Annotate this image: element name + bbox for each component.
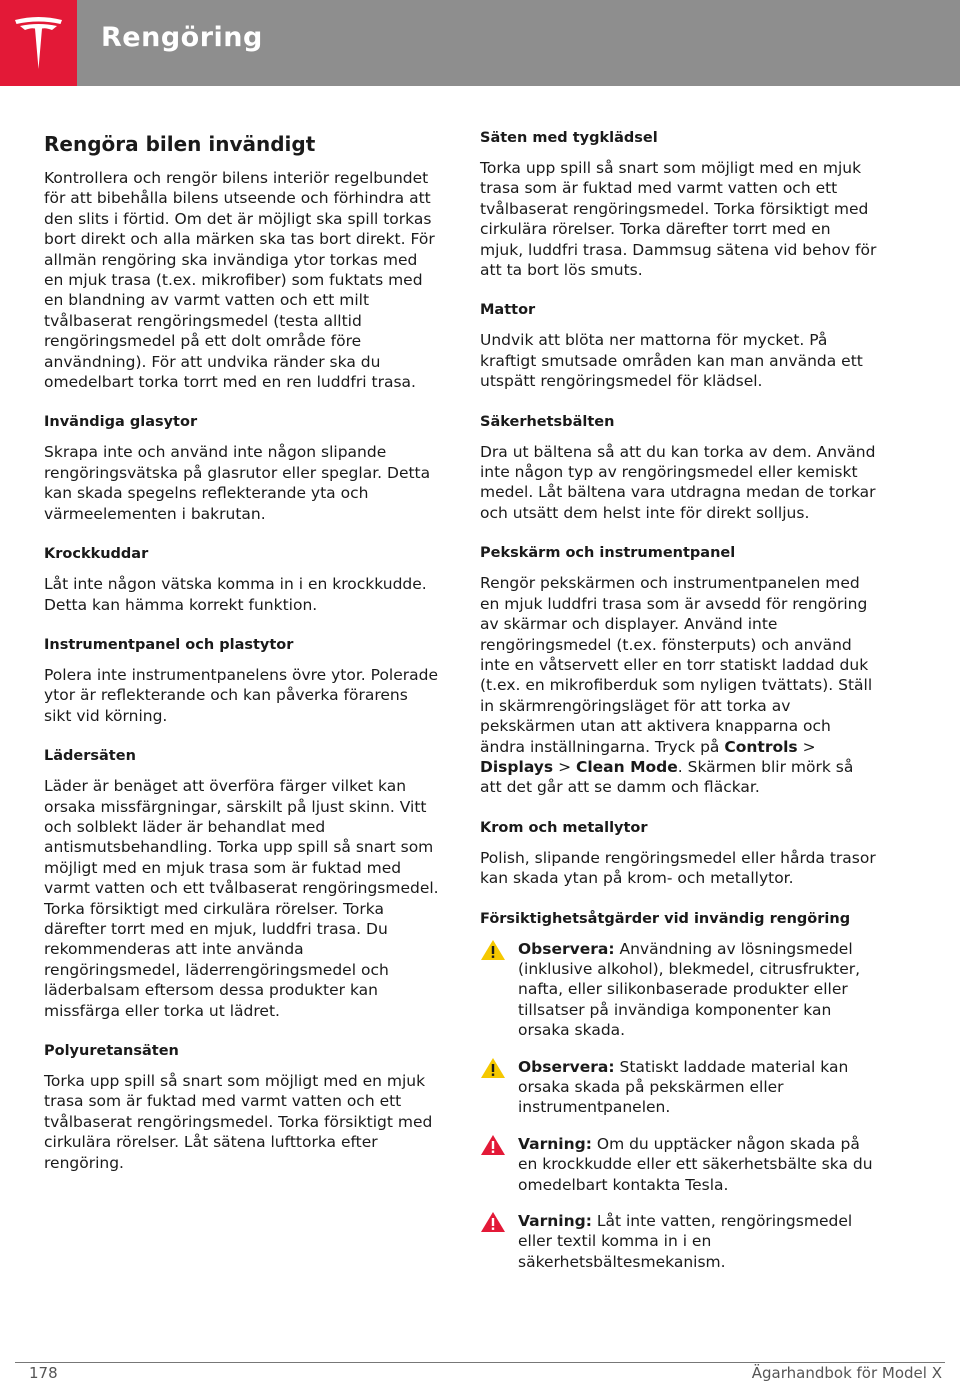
subsection-heading: Krom och metallytor	[480, 819, 648, 836]
caution-note: Observera: Statiskt laddade material kan orsaka skada på pekskärmen eller instrumentpanelen.	[480, 1057, 878, 1118]
clean-mode-label: Clean Mode	[575, 757, 678, 776]
warning-note: Varning: Låt inte vatten, rengöringsmedel eller textil komma in i en säkerhetsbältesmekanism.	[480, 1211, 878, 1272]
controls-menu-label: Controls	[724, 737, 798, 756]
left-column	[44, 130, 439, 1193]
page-title: Rengöring	[101, 22, 263, 53]
right-column	[480, 128, 878, 1288]
subsection-heading: Lädersäten	[44, 748, 136, 765]
subsection-heading: Invändiga glasytor	[44, 414, 198, 431]
screen-cleaning-text: Rengör pekskärmen och instrumentpanelen med en mjuk luddfri trasa som är avsedd för rengöring av skärmar och displayer. Använd inte rengöringsmedel (t.ex. fönsterputs) och använd inte en våtservett eller en torr statiskt laddad duk (t.ex. en mikrofiberduk som nyligen tvättats). Ställ in skärmrengöringsläget för att torka av pekskärmen utan att aktivera knapparna och ändra inställningarna. Tryck på Controls > Displays > Clean Mode. Skärmen blir mörk så att det går att se damm och fläckar.	[480, 574, 873, 797]
header-bar	[0, 0, 960, 86]
subsection-text: Skrapa inte och använd inte någon slipande rengöringsvätska på glasrutor eller speglar. Detta kan skada spegelns reflekterande yta och värmeelementen i bakrutan.	[44, 443, 431, 523]
subsection-text: Torka upp spill så snart som möjligt med en mjuk trasa som är fuktad med varmt vatten och ett tvålbaserat rengöringsmedel. Torka försiktigt med cirkulära rörelser. Torka därefter torrt med en mjuk, luddfri trasa. Dammsug sätena vid behov för att ta bort lös smuts.	[480, 159, 877, 280]
subsection-heading: Instrumentpanel och plastytor	[44, 636, 294, 653]
subsection-heading: Pekskärm och instrumentpanel	[480, 545, 736, 562]
subsection-text: Låt inte någon vätska komma in i en krockkudde. Detta kan hämma korrekt funktion.	[44, 575, 427, 614]
subsection-text: Undvik att blöta ner mattorna för mycket. På kraftigt smutsade områden kan man använda ett utspätt rengöringsmedel för klädsel.	[480, 331, 863, 391]
section-title: Rengöra bilen invändigt	[44, 132, 316, 156]
warning-note: Varning: Om du upptäcker någon skada på en krockkudde eller ett säkerhetsbälte ska du omedelbart kontakta Tesla.	[480, 1134, 878, 1195]
subsection-text: Dra ut bältena så att du kan torka av dem. Använd inte någon typ av rengöringsmedel eller kemiskt medel. Låt bältena vara utdragna medan de torkar och utsätt dem helst inte för direkt solljus.	[480, 442, 876, 522]
tesla-logo	[0, 0, 77, 86]
subsection-text: Torka upp spill så snart som möjligt med en mjuk trasa som är fuktad med varmt vatten och ett tvålbaserat rengöringsmedel. Torka försiktigt med cirkulära rörelser. Låt sätena lufttorka efter rengöring.	[44, 1072, 433, 1172]
subsection-heading: Säkerhetsbälten	[480, 413, 615, 430]
subsection-heading: Krockkuddar	[44, 546, 149, 563]
subsection-text: Polish, slipande rengöringsmedel eller hårda trasor kan skada ytan på krom- och metallytor.	[480, 848, 876, 888]
manual-name: Ägarhandbok för Model X	[751, 1364, 942, 1382]
caution-triangle-icon	[480, 939, 506, 961]
footer-divider	[15, 1362, 945, 1363]
warning-triangle-icon	[480, 1134, 506, 1156]
intro-paragraph: Kontrollera och rengör bilens interiör regelbundet för att bibehålla bilens utseende och förhindra att den slits i förtid. Om det är möjligt ska spill torkas bort direkt och alla märken ska tas bort direkt. För allmän rengöring ska invändiga ytor torkas med en mjuk trasa (t.ex. mikrofiber) som fuktats med en blandning av varmt vatten och ett milt tvålbaserat rengöringsmedel (testa alltid rengöringsmedel på ett dolt område före användning). För att undvika ränder ska du omedelbart torka torrt med en ren luddfri trasa.	[44, 169, 435, 392]
tesla-logo-icon	[13, 16, 64, 70]
caution-note: Observera: Användning av lösningsmedel (inklusive alkohol), blekmedel, citrusfrukter, nafta, eller silikonbaserade produkter eller tillsatser på invändiga komponenter kan orsaka skada.	[480, 939, 878, 1041]
warning-triangle-icon	[480, 1211, 506, 1233]
subsection-text: Polera inte instrumentpanelens övre ytor. Polerade ytor är reflekterande och kan påverka förarens sikt vid körning.	[44, 665, 439, 725]
subsection-heading: Polyuretansäten	[44, 1043, 179, 1059]
subsection-text: Läder är benäget att överföra färger vilket kan orsaka missfärgningar, särskilt på ljust skinn. Vitt och solblekt läder är behandlat med antismutsbehandling. Torka upp spill så snart som möjligt med en mjuk trasa som är fuktad med varmt vatten och ett tvålbaserat rengöringsmedel. Torka försiktigt med cirkulära rörelser. Torka därefter torrt med en mjuk, luddfri trasa. Du rekommenderas att inte använda rengöringsmedel, läderrengöringsmedel och läderbalsam eftersom dessa produkter kan missfärga eller torka ut lädret.	[44, 777, 439, 1020]
page-number: 178	[29, 1364, 58, 1382]
subsection-heading: Mattor	[480, 302, 536, 319]
caution-triangle-icon	[480, 1057, 506, 1079]
displays-menu-label: Displays	[480, 757, 554, 776]
precautions-heading: Försiktighetsåtgärder vid invändig rengöring	[480, 910, 851, 927]
subsection-heading: Säten med tygklädsel	[480, 130, 658, 146]
